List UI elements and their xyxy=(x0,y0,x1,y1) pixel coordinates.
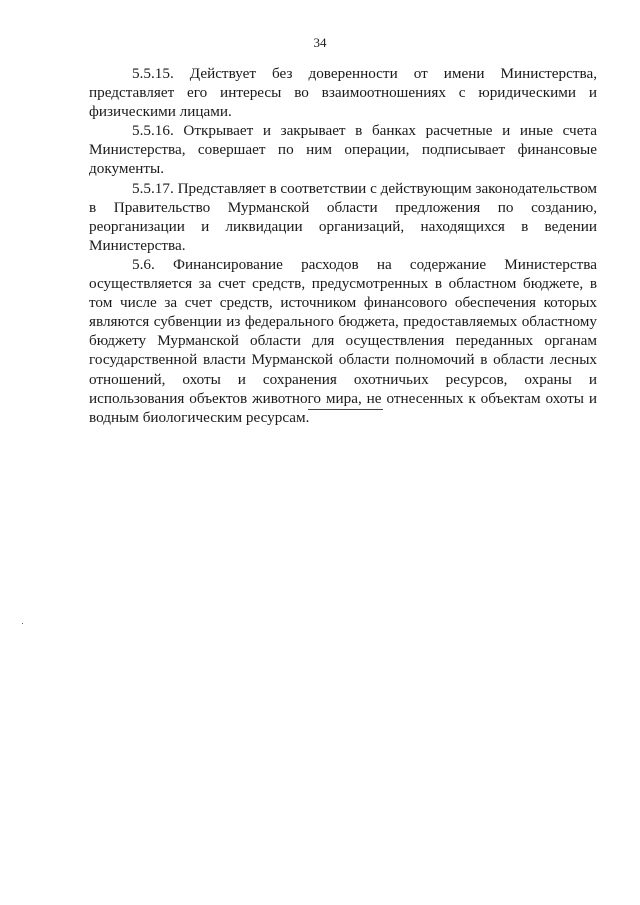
page-number: 34 xyxy=(313,35,327,50)
paragraph-5-5-17: 5.5.17. Представляет в соответствии с действующим законодательством в Правительство Мурманской области предложения по созданию, реорганизации и ликвидации организаций, находящихся в ведении Министерства. xyxy=(89,179,597,254)
paragraph-5-5-15: 5.5.15. Действует без доверенности от имени Министерства, представляет его интересы во взаимоотношениях с юридическими и физическими лицами. xyxy=(89,65,597,121)
paragraph-5-5-16: 5.5.16. Открывает и закрывает в банках расчетные и иные счета Министерства, совершает по ним операции, подписывает финансовые документы. xyxy=(89,122,597,178)
scan-speck xyxy=(22,623,23,624)
paragraph-5-6: 5.6. Финансирование расходов на содержание Министерства осуществляется за счет средств, предусмотренных в областном бюджете, в том числе за счет средств, источником финансового обеспечения которых являются субвенции из федерального бюджета, предоставляемых областному бюджету Мурманской области для осуществления переданных органам государственной власти Мурманской области полномочий в области лесных отношений, охоты и сохранения охотничьих ресурсов, охраны и использования объектов животного мира, не отнесенных к объектам охоты и водным биологическим ресурсам. xyxy=(89,255,597,426)
end-divider-line xyxy=(308,409,383,410)
document-body xyxy=(89,64,597,427)
